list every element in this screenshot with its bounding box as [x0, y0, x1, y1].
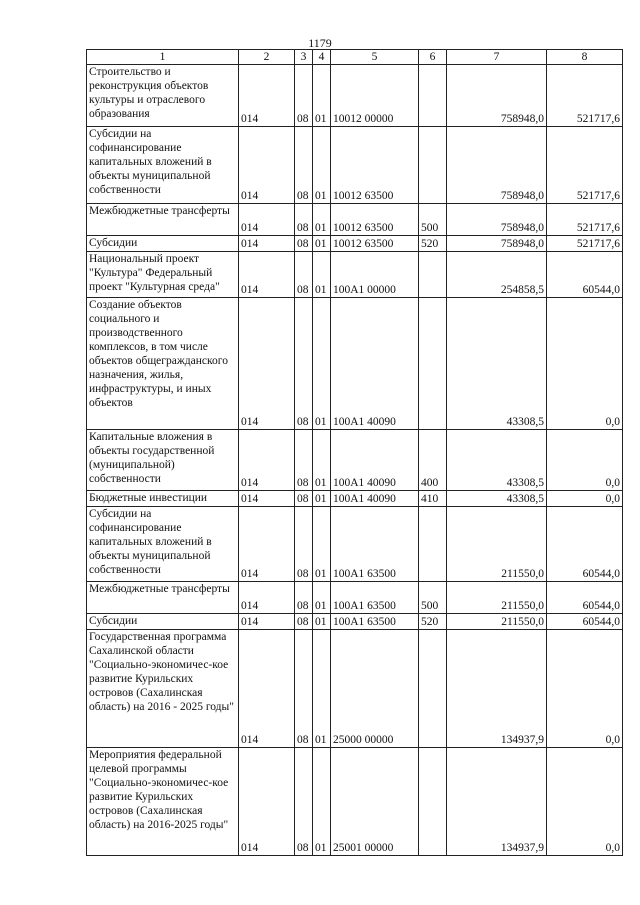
value-col8: 0,0 — [547, 491, 623, 507]
table-row — [87, 252, 623, 298]
target-code: 10012 00000 — [331, 65, 419, 127]
column-header: 8 — [547, 50, 623, 65]
value-col8: 521717,6 — [547, 127, 623, 204]
value-col7: 254858,5 — [447, 252, 547, 298]
row-name: Субсидии на софинансирование капитальных вложений в объекты муниципальной собственности — [87, 507, 239, 582]
value-col7: 758948,0 — [447, 127, 547, 204]
target-code: 10012 63500 — [331, 127, 419, 204]
value-col7: 211550,0 — [447, 614, 547, 630]
target-code: 100А1 00000 — [331, 252, 419, 298]
table-row — [87, 614, 623, 630]
value-col8: 521717,6 — [547, 204, 623, 236]
value-col8: 0,0 — [547, 630, 623, 748]
target-code: 10012 63500 — [331, 236, 419, 252]
table-row — [87, 65, 623, 127]
subsection-code: 01 — [313, 507, 331, 582]
expense-type-code: 500 — [419, 204, 447, 236]
target-code: 100А1 63500 — [331, 582, 419, 614]
row-name: Капитальные вложения в объекты государственной (муниципальной) собственности — [87, 430, 239, 491]
expense-type-code — [419, 65, 447, 127]
target-code: 100А1 40090 — [331, 298, 419, 430]
expense-type-code — [419, 748, 447, 856]
subsection-code: 01 — [313, 614, 331, 630]
section-code: 08 — [295, 127, 313, 204]
ministry-code: 014 — [239, 582, 295, 614]
table-row — [87, 298, 623, 430]
value-col7: 134937,9 — [447, 748, 547, 856]
ministry-code: 014 — [239, 204, 295, 236]
section-code: 08 — [295, 204, 313, 236]
subsection-code: 01 — [313, 582, 331, 614]
row-name: Строительство и реконструкция объектов культуры и отраслевого образования — [87, 65, 239, 127]
table-row — [87, 430, 623, 491]
target-code: 10012 63500 — [331, 204, 419, 236]
row-name: Межбюджетные трансферты — [87, 582, 239, 614]
value-col7: 43308,5 — [447, 298, 547, 430]
value-col8: 0,0 — [547, 298, 623, 430]
row-name: Бюджетные инвестиции — [87, 491, 239, 507]
section-code: 08 — [295, 252, 313, 298]
subsection-code: 01 — [313, 748, 331, 856]
value-col8: 60544,0 — [547, 507, 623, 582]
section-code: 08 — [295, 236, 313, 252]
subsection-code: 01 — [313, 491, 331, 507]
table-row — [87, 507, 623, 582]
subsection-code: 01 — [313, 430, 331, 491]
value-col7: 43308,5 — [447, 430, 547, 491]
target-code: 100А1 63500 — [331, 614, 419, 630]
expense-type-code — [419, 507, 447, 582]
ministry-code: 014 — [239, 236, 295, 252]
expense-type-code — [419, 298, 447, 430]
target-code: 25000 00000 — [331, 630, 419, 748]
row-name: Межбюджетные трансферты — [87, 204, 239, 236]
subsection-code: 01 — [313, 298, 331, 430]
row-name: Субсидии — [87, 614, 239, 630]
value-col8: 521717,6 — [547, 236, 623, 252]
table-row — [87, 582, 623, 614]
expense-type-code: 520 — [419, 236, 447, 252]
subsection-code: 01 — [313, 252, 331, 298]
subsection-code: 01 — [313, 236, 331, 252]
target-code: 100А1 63500 — [331, 507, 419, 582]
ministry-code: 014 — [239, 491, 295, 507]
section-code: 08 — [295, 614, 313, 630]
expense-type-code — [419, 630, 447, 748]
subsection-code: 01 — [313, 630, 331, 748]
ministry-code: 014 — [239, 65, 295, 127]
value-col7: 211550,0 — [447, 582, 547, 614]
column-header: 1 — [87, 50, 239, 65]
ministry-code: 014 — [239, 507, 295, 582]
section-code: 08 — [295, 298, 313, 430]
header-row — [87, 50, 623, 65]
table-row — [87, 127, 623, 204]
row-name: Субсидии — [87, 236, 239, 252]
table-row — [87, 630, 623, 748]
expense-type-code: 500 — [419, 582, 447, 614]
row-name: Создание объектов социального и производственного комплексов, в том числе объектов общегражданского назначения, жилья, инфраструктуры, и иных объектов — [87, 298, 239, 430]
row-name: Государственная программа Сахалинской области "Социально-экономичес-кое развитие Курильских островов (Сахалинская область) на 2016 - 2025 годы" — [87, 630, 239, 748]
value-col7: 758948,0 — [447, 236, 547, 252]
value-col8: 60544,0 — [547, 252, 623, 298]
table-row — [87, 491, 623, 507]
ministry-code: 014 — [239, 630, 295, 748]
column-header: 7 — [447, 50, 547, 65]
subsection-code: 01 — [313, 127, 331, 204]
section-code: 08 — [295, 630, 313, 748]
target-code: 100А1 40090 — [331, 491, 419, 507]
ministry-code: 014 — [239, 252, 295, 298]
column-header: 6 — [419, 50, 447, 65]
table-row — [87, 204, 623, 236]
ministry-code: 014 — [239, 748, 295, 856]
row-name: Национальный проект "Культура" Федеральный проект "Культурная среда" — [87, 252, 239, 298]
expense-type-code: 520 — [419, 614, 447, 630]
value-col7: 758948,0 — [447, 204, 547, 236]
value-col8: 0,0 — [547, 430, 623, 491]
ministry-code: 014 — [239, 614, 295, 630]
value-col8: 0,0 — [547, 748, 623, 856]
row-name: Субсидии на софинансирование капитальных вложений в объекты муниципальной собственности — [87, 127, 239, 204]
value-col8: 60544,0 — [547, 582, 623, 614]
expense-type-code — [419, 252, 447, 298]
column-header: 5 — [331, 50, 419, 65]
table-row — [87, 236, 623, 252]
row-name: Мероприятия федеральной целевой программы "Социально-экономичес-кое развитие Курильских островов (Сахалинская область) на 2016-2025 годы" — [87, 748, 239, 856]
section-code: 08 — [295, 507, 313, 582]
subsection-code: 01 — [313, 204, 331, 236]
value-col8: 521717,6 — [547, 65, 623, 127]
target-code: 100А1 40090 — [331, 430, 419, 491]
page-number: 1179 — [308, 36, 332, 50]
expense-type-code — [419, 127, 447, 204]
table-row — [87, 748, 623, 856]
expense-type-code: 410 — [419, 491, 447, 507]
target-code: 25001 00000 — [331, 748, 419, 856]
value-col7: 758948,0 — [447, 65, 547, 127]
value-col8: 60544,0 — [547, 614, 623, 630]
section-code: 08 — [295, 748, 313, 856]
column-header: 3 — [295, 50, 313, 65]
ministry-code: 014 — [239, 127, 295, 204]
expense-type-code: 400 — [419, 430, 447, 491]
value-col7: 211550,0 — [447, 507, 547, 582]
budget-table — [86, 49, 623, 856]
section-code: 08 — [295, 430, 313, 491]
value-col7: 134937,9 — [447, 630, 547, 748]
ministry-code: 014 — [239, 430, 295, 491]
section-code: 08 — [295, 491, 313, 507]
column-header: 4 — [313, 50, 331, 65]
ministry-code: 014 — [239, 298, 295, 430]
value-col7: 43308,5 — [447, 491, 547, 507]
section-code: 08 — [295, 582, 313, 614]
subsection-code: 01 — [313, 65, 331, 127]
column-header: 2 — [239, 50, 295, 65]
section-code: 08 — [295, 65, 313, 127]
